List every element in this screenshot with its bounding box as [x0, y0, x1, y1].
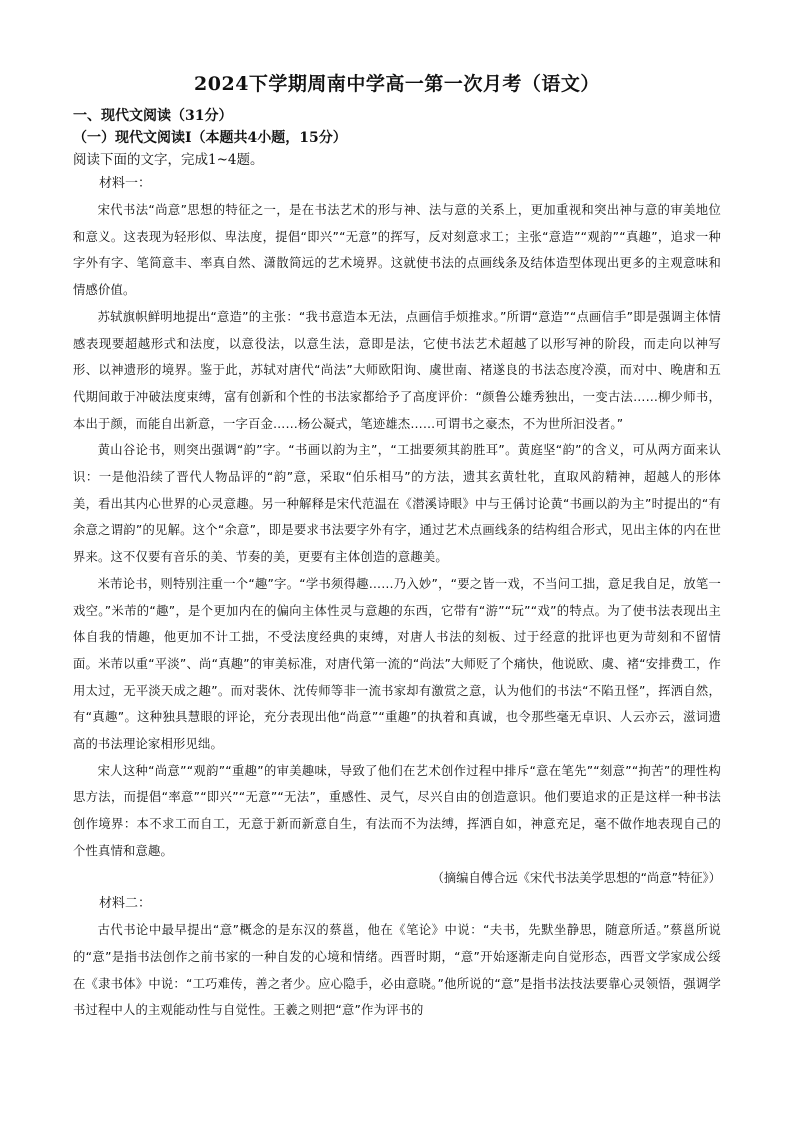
subsection-heading: （一）现代文阅读Ⅰ（本题共4小题，15分） [73, 130, 347, 146]
material-two-label: 材料二： [99, 896, 152, 912]
material-one-paragraph: 宋代书法“尚意”思想的特征之一，是在书法艺术的形与神、法与意的关系上，更加重视和突出神与意的审美地位和意义。这表现为轻形似、卑法度，提倡“即兴”“无意”的挥写，反对刻意求工；主张“意造”“观韵”“真趣”，追求一种字外有字、笔简意丰、率真自然、潇散简远的艺术境界。这就使书法的点画线条及结体造型体现出更多的主观意味和情感价值。 [73, 203, 721, 298]
reading-instruction: 阅读下面的文字，完成1~4题。 [73, 152, 264, 168]
material-one-paragraph: 宋人这种“尚意”“观韵”“重趣”的审美趣味，导致了他们在艺术创作过程中排斥“意在笔先”“刻意”“拘苦”的理性构思方法，而提倡“率意”“即兴”“无意”“无法”，重感性、灵气，尽兴自由的创造意识。他们要追求的正是这样一种书法创作境界：本不求工而自工，无意于新而新意自生，有法而不为法缚，挥洒自如，神意充足，毫不做作地表现自己的个性真情和意趣。 [73, 763, 721, 858]
material-one-paragraph: 苏轼旗帜鲜明地提出“意造”的主张：“我书意造本无法，点画信手烦推求。”所谓“意造”“点画信手”即是强调主体情感表现要超越形式和法度，以意役法，以意生法，意即是法，它使书法艺术超越了以形写神的阶段，而走向以神写形、以神遗形的境界。鉴于此，苏轼对唐代“尚法”大师欧阳询、虞世南、褚遂良的书法态度冷漠，而对中、晚唐和五代期间敢于冲破法度束缚，富有创新和个性的书法家都给予了高度评价：“颜鲁公雄秀独出，一变古法……柳少师书，本出于颜，而能自出新意，一字百金……杨公凝式，笔迹雄杰……可谓书之豪杰，不为世所汩没者。” [73, 309, 721, 431]
material-two-paragraph: 古代书论中最早提出“意”概念的是东汉的蔡邕，他在《笔论》中说：“夫书，先默坐静思，随意所适。”蔡邕所说的“意”是指书法创作之前书家的一种自发的心境和情绪。西晋时期，“意”开始逐渐走向自觉形态，西晋文学家成公绥在《隶书体》中说：“工巧难传，善之者少。应心隐手，必由意晓。”他所说的“意”是指书法技法要靠心灵领悟，强调学书过程中人的主观能动性与自觉性。王羲之则把“意”作为评书的 [73, 923, 721, 1018]
material-one-paragraph: 黄山谷论书，则突出强调“韵”字。“书画以韵为主”，“工拙要须其韵胜耳”。黄庭坚“韵”的含义，可从两方面来认识：一是他沿续了晋代人物品评的“韵”意，采取“伯乐相马”的方法，遗其玄黄牡牝，直取风韵精神，超越人的形体美，看出其内心世界的心灵意趣。另一种解释是宋代范温在《潜溪诗眼》中与王偁讨论黄“书画以韵为主”时提出的“有余意之谓韵”的见解。这个“余意”，即是要求书法要字外有字，通过艺术点画线条的结构组合形式，见出主体的内在世界来。这不仅要有音乐的美、节奏的美，更要有主体创造的意趣美。 [73, 443, 721, 565]
material-one-paragraph: 米芾论书，则特别注重一个“趣”字。“学书须得趣……乃入妙”，“要之皆一戏，不当问工拙，意足我自足，放笔一戏空。”米芾的“趣”，是个更加内在的偏向主体性灵与意趣的东西，它带有“游”“玩”“戏”的特点。为了使书法表现出主体自我的情趣，他更加不计工拙，不受法度经典的束缚，对唐人书法的刻板、过于经意的批评也更为苛刻和不留情面。米芾以重“平淡”、尚“真趣”的审美标准，对唐代第一流的“尚法”大师贬了个痛快，他说欧、虞、褚“安排费工，作用太过，无平淡天成之趣”。而对裴休、沈传师等非一流书家却有激赏之意，认为他们的书法“不陷丑怪”，挥洒自然，有“真趣”。这种独具慧眼的评论，充分表现出他“尚意”“重趣”的执着和真诚，也令那些毫无卓识、人云亦云，滋词遗高的书法理论家相形见绌。 [73, 576, 721, 752]
section-heading: 一、现代文阅读（31分） [73, 108, 233, 124]
material-one-source: （摘编自傅合远《宋代书法美学思想的“尚意”特征》） [431, 870, 721, 885]
page-title: 2024下学期周南中学高一第一次月考（语文） [194, 73, 600, 95]
document-page [73, 70, 721, 1024]
material-one-label: 材料一： [99, 176, 152, 191]
